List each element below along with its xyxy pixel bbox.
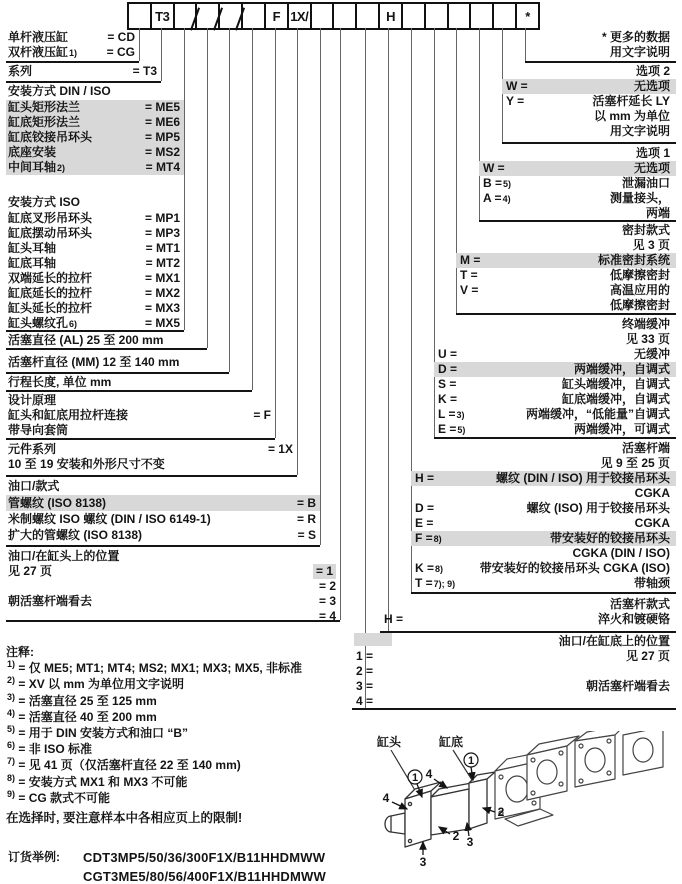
- section-series: [6, 64, 161, 79]
- ordering-code: CGT3ME5/80/56/400F1X/B11HHDMWW: [83, 869, 326, 884]
- option-code: = 3: [318, 594, 336, 608]
- footnote-text: = 见 41 页（仅活塞杆直径 22 至 140 mm): [18, 758, 241, 773]
- connector-line: [139, 28, 140, 61]
- section-design-principle: [6, 393, 275, 438]
- section-title: 活塞杆款式: [609, 597, 670, 611]
- section-subtitle: 见 9 至 25 页: [600, 456, 670, 470]
- connector-line: [161, 28, 162, 81]
- option-label: 测量接头，: [609, 191, 670, 205]
- option-label: 标准密封系统: [597, 253, 670, 267]
- option-code: = MT1: [145, 241, 180, 255]
- option-code: = MP3: [144, 226, 180, 240]
- section-piston-diameter: [6, 333, 207, 348]
- option-code: M =: [460, 253, 481, 267]
- option-code: E =: [415, 516, 434, 530]
- option-code: B =: [483, 176, 503, 190]
- ordering-examples: [8, 848, 326, 884]
- option-code: = R: [296, 512, 316, 526]
- option-label: 缸底铰接吊环头: [8, 130, 93, 144]
- option-code: = MX3: [144, 301, 180, 315]
- section-title: 选项 2: [635, 64, 670, 78]
- option-label: 高温应用的: [609, 283, 670, 297]
- option-label: 单杆液压缸: [8, 30, 69, 44]
- footnote-ref: 8): [435, 564, 444, 574]
- code-cell-more-data: *: [515, 4, 538, 28]
- footnote-text: = 安装方式 MX1 和 MX3 不可能: [18, 774, 188, 789]
- footnote-ref: 8): [7, 772, 16, 783]
- connector-line: [275, 28, 276, 438]
- option-code: L =: [438, 407, 456, 421]
- code-cell-option2: [492, 4, 515, 28]
- connector-line: [184, 28, 185, 330]
- option-code: = MP5: [144, 130, 180, 144]
- port-number-3: 3: [466, 835, 474, 849]
- option-label: 双杆液压缸: [8, 45, 69, 59]
- footnote-ref: 9): [7, 788, 16, 799]
- footnote-text: = CG 款式不可能: [18, 790, 111, 805]
- option-code: = MP1: [144, 211, 180, 225]
- connector-line: [320, 28, 321, 545]
- option-label: 朝活塞杆端看去: [585, 679, 670, 693]
- section-title: 油口/款式: [8, 479, 60, 493]
- option-label: 10 至 19 安装和外形尺寸不变: [8, 457, 165, 471]
- footnote-ref: 3): [7, 691, 16, 702]
- option-label: 无缓冲: [633, 347, 670, 361]
- code-cell-design: F: [264, 4, 287, 28]
- option-code: S =: [438, 377, 457, 391]
- connector-line: [365, 28, 366, 708]
- option-label: 低摩擦密封: [609, 268, 670, 282]
- section-option1: [479, 146, 676, 221]
- section-component-series: [6, 442, 297, 472]
- option-code: 2 =: [356, 664, 374, 678]
- footnote-text: = XV 以 mm 为单位用文字说明: [18, 677, 185, 692]
- code-cell-rod-style: H: [378, 4, 401, 28]
- option-label: 缸底摆动吊环头: [8, 226, 93, 240]
- option-label: CGKA: [634, 486, 670, 500]
- option-code: = 4: [318, 609, 336, 623]
- option-label: 泄漏油口: [621, 176, 670, 190]
- footnote-ref: 6): [69, 319, 78, 329]
- cap-label: 缸底: [439, 735, 464, 749]
- code-cell-option1: [469, 4, 492, 28]
- option-code: W =: [506, 79, 528, 93]
- option-code: = MX2: [144, 286, 180, 300]
- option-label: 缸头螺纹孔: [8, 316, 69, 330]
- section-title: 活塞杆直径 (MM) 12 至 140 mm: [8, 355, 180, 369]
- option-label: 无选项: [633, 161, 670, 175]
- section-title: 安装方式 DIN / ISO: [8, 84, 111, 98]
- option-code: = F: [253, 408, 271, 422]
- option-label: 两端缓冲，自调式: [573, 362, 670, 376]
- option-code: T =: [460, 268, 478, 282]
- footnote-text: = 活塞直径 25 至 125 mm: [18, 693, 157, 708]
- option-code: T =: [415, 576, 433, 590]
- section-title: 元件系列: [8, 442, 57, 456]
- option-label: 螺纹 (DIN / ISO) 用于铰接吊环头: [495, 471, 670, 485]
- port-number-1: 1: [411, 772, 419, 784]
- section-title: 活塞直径 (AL) 25 至 200 mm: [8, 333, 164, 347]
- code-cell-port-style: [310, 4, 333, 28]
- footnote-text: = 活塞直径 40 至 200 mm: [18, 709, 157, 724]
- footnote-text: = 用于 DIN 安装方式和油口 “B”: [18, 726, 189, 741]
- section-title: 终端缓冲: [621, 317, 670, 331]
- option-label: 管螺纹 (ISO 8138): [8, 496, 107, 510]
- footnote-ref: 7): [7, 756, 16, 767]
- connector-line: [297, 28, 298, 475]
- option-label: CGKA (DIN / ISO): [572, 546, 670, 560]
- option-label: 螺纹 (ISO) 用于铰接吊环头: [526, 501, 670, 515]
- option-label: 见 27 页: [8, 564, 53, 578]
- port-number-4: 4: [425, 767, 433, 781]
- section-title: 行程长度, 单位 mm: [8, 375, 112, 389]
- footnote-ref: 1): [69, 48, 78, 58]
- option-code: = MS2: [144, 145, 180, 159]
- option-label: 带安装好的铰接吊环头 CGKA (ISO): [479, 561, 670, 575]
- connector-line: [340, 28, 341, 620]
- option-code: H =: [415, 471, 435, 485]
- option-code: = 1X: [267, 442, 293, 456]
- section-mounting: [6, 84, 184, 331]
- section-title: 系列: [8, 64, 33, 78]
- option-code: H =: [384, 612, 404, 626]
- option-label: 见 27 页: [625, 649, 670, 663]
- footnote-ref: 1): [7, 659, 16, 670]
- footnote-ref: 4): [7, 707, 16, 718]
- option-label: 缸底矩形法兰: [8, 115, 81, 129]
- option-code: = T3: [132, 64, 157, 78]
- option-label: 扩大的管螺纹 (ISO 8138): [8, 528, 143, 542]
- option-code: = ME5: [144, 100, 180, 114]
- code-cell-rod-end: [401, 4, 424, 28]
- section-stroke-length: [6, 375, 252, 390]
- option-code: V =: [460, 283, 479, 297]
- option-code: K =: [415, 561, 435, 575]
- option-code: = 2: [318, 579, 336, 593]
- option-code: 1 =: [356, 649, 374, 663]
- option-label: 缸头端缓冲，自调式: [561, 377, 670, 391]
- option-label: 双端延长的拉杆: [8, 271, 93, 285]
- option-label: 带安装好的铰接吊环头: [549, 531, 670, 545]
- section-seals: [456, 223, 676, 313]
- code-cell-type: [129, 4, 150, 28]
- footnote-ref: 3): [456, 410, 465, 420]
- option-label: 低摩擦密封: [609, 298, 670, 312]
- section-subtitle: 见 3 页: [632, 238, 670, 252]
- option-label: 用文字说明: [609, 124, 670, 138]
- footnote-ref: 5): [457, 425, 466, 435]
- section-port-head-position: [6, 549, 340, 624]
- section-title: 油口/在缸底上的位置: [558, 634, 670, 648]
- note-line: * 更多的数据: [601, 30, 670, 44]
- cylinder-illustration: [355, 731, 682, 884]
- ordering-label: 订货举例:: [8, 850, 60, 864]
- option-label: 淬火和镀硬铬: [597, 612, 670, 626]
- ordering-code: CDT3MP5/50/36/300F1X/B11HHDMWW: [83, 850, 326, 865]
- section-title: 活塞杆端: [621, 441, 670, 455]
- connector-line: [207, 28, 208, 348]
- option-code: = MT2: [145, 256, 180, 270]
- head-label: 缸头: [377, 735, 402, 749]
- footnote-ref: 5): [7, 724, 16, 735]
- option-label: 底座安装: [8, 145, 57, 159]
- code-cell-seals: [447, 4, 470, 28]
- option-code: K =: [438, 392, 458, 406]
- footnotes: [6, 645, 346, 806]
- section-port-style: [6, 479, 320, 543]
- section-cushioning: [434, 317, 676, 437]
- section-rod-diameter: [6, 355, 229, 370]
- footnote-ref: 8): [433, 534, 442, 544]
- section-cylinder-type: [6, 30, 139, 60]
- section-rod-end: [411, 441, 676, 591]
- option-label: 带导向套筒: [8, 423, 69, 437]
- option-label: 朝活塞杆端看去: [8, 594, 93, 608]
- footnote-ref: 2): [7, 675, 16, 686]
- option-code: = MX5: [144, 316, 180, 330]
- option-code: U =: [438, 347, 458, 361]
- mounting-blocks-drawing: [495, 731, 663, 826]
- footnote-text: = 仅 ME5; MT1; MT4; MS2; MX1; MX3; MX5, 非标准: [18, 661, 303, 676]
- option-label: 米制螺纹 ISO 螺纹 (DIN / ISO 6149-1): [8, 512, 211, 526]
- connector-line: [252, 28, 253, 390]
- option-code: = MT4: [145, 160, 180, 174]
- connector-line: [388, 28, 389, 631]
- option-label: 两端缓冲，可调式: [573, 422, 670, 436]
- option-label: 缸底耳轴: [8, 256, 57, 270]
- footnote-ref: 2): [57, 163, 66, 173]
- option-label: 两端: [645, 206, 670, 220]
- option-code: D =: [415, 501, 435, 515]
- option-label: 两端缓冲，“低能量”自调式: [525, 407, 670, 421]
- option-code: D =: [438, 362, 458, 376]
- port-number-2: 2: [497, 805, 505, 819]
- section-subtitle: 安装方式 ISO: [8, 195, 81, 209]
- port-number-3: 3: [419, 855, 427, 869]
- option-label: 缸头耳轴: [8, 241, 57, 255]
- code-cell-port-cap-pos: [355, 4, 378, 28]
- section-subtitle: 见 33 页: [625, 332, 670, 346]
- footnote-ref: 4): [502, 194, 511, 204]
- footnote-ref: 5): [503, 179, 512, 189]
- selection-notice: 在选择时, 要注意样本中各相应页上的限制!: [6, 811, 243, 825]
- footnotes-title: 注释:: [6, 645, 34, 659]
- code-cell-component-series: 1X/: [287, 4, 310, 28]
- footnote-ref: 6): [7, 740, 16, 751]
- option-code: = 1: [313, 564, 336, 579]
- option-code: = ME6: [144, 115, 180, 129]
- option-code: A =: [483, 191, 502, 205]
- option-code: 3 =: [356, 679, 374, 693]
- option-label: 中间耳轴: [8, 160, 57, 174]
- section-rod-style: [380, 597, 676, 627]
- option-code: F =: [415, 531, 433, 545]
- port-number-4: 4: [382, 791, 390, 805]
- option-code: = CG: [106, 45, 135, 59]
- option-code: = S: [297, 528, 316, 542]
- option-label: CGKA: [634, 516, 670, 530]
- option-label: 缸底延长的拉杆: [8, 286, 93, 300]
- code-cell-cushioning: [424, 4, 447, 28]
- option-code: = MX1: [144, 271, 180, 285]
- code-cell-port-head-pos: [332, 4, 355, 28]
- section-title: 密封款式: [621, 223, 670, 237]
- option-label: 缸头延长的拉杆: [8, 301, 93, 315]
- option-label: 以 mm 为单位: [593, 109, 670, 123]
- option-label: 缸底叉形吊环头: [8, 211, 93, 225]
- connector-line: [229, 28, 230, 372]
- section-title: 选项 1: [635, 146, 670, 160]
- footnote-text: = 非 ISO 标准: [18, 742, 93, 757]
- option-label: 缸底端缓冲，自调式: [561, 392, 670, 406]
- section-title: 油口/在缸头上的位置: [8, 549, 120, 563]
- option-label: 缸头矩形法兰: [8, 100, 81, 114]
- section-port-cap-position: [352, 634, 676, 709]
- option-code: E =: [438, 422, 457, 436]
- option-label: 带轴颈: [633, 576, 670, 590]
- footnote-ref: 7); 9): [433, 579, 456, 589]
- section-option2: [502, 64, 676, 139]
- option-code: 4 =: [356, 694, 374, 708]
- note-line: 用文字说明: [609, 45, 670, 59]
- port-number-1: 1: [467, 755, 475, 767]
- port-number-2: 2: [452, 829, 460, 843]
- section-more-data: [525, 30, 676, 60]
- option-label: 缸头和缸底用拉杆连接: [8, 408, 129, 422]
- section-title: 设计原理: [8, 393, 57, 407]
- option-code: W =: [483, 161, 505, 175]
- option-label: 无选项: [633, 79, 670, 93]
- option-code: Y =: [506, 94, 525, 108]
- option-code: = CD: [107, 30, 135, 44]
- option-label: 活塞杆延长 LY: [592, 94, 670, 108]
- code-cell-series: T3: [150, 4, 173, 28]
- code-row: [127, 2, 540, 30]
- option-code: = B: [296, 496, 316, 510]
